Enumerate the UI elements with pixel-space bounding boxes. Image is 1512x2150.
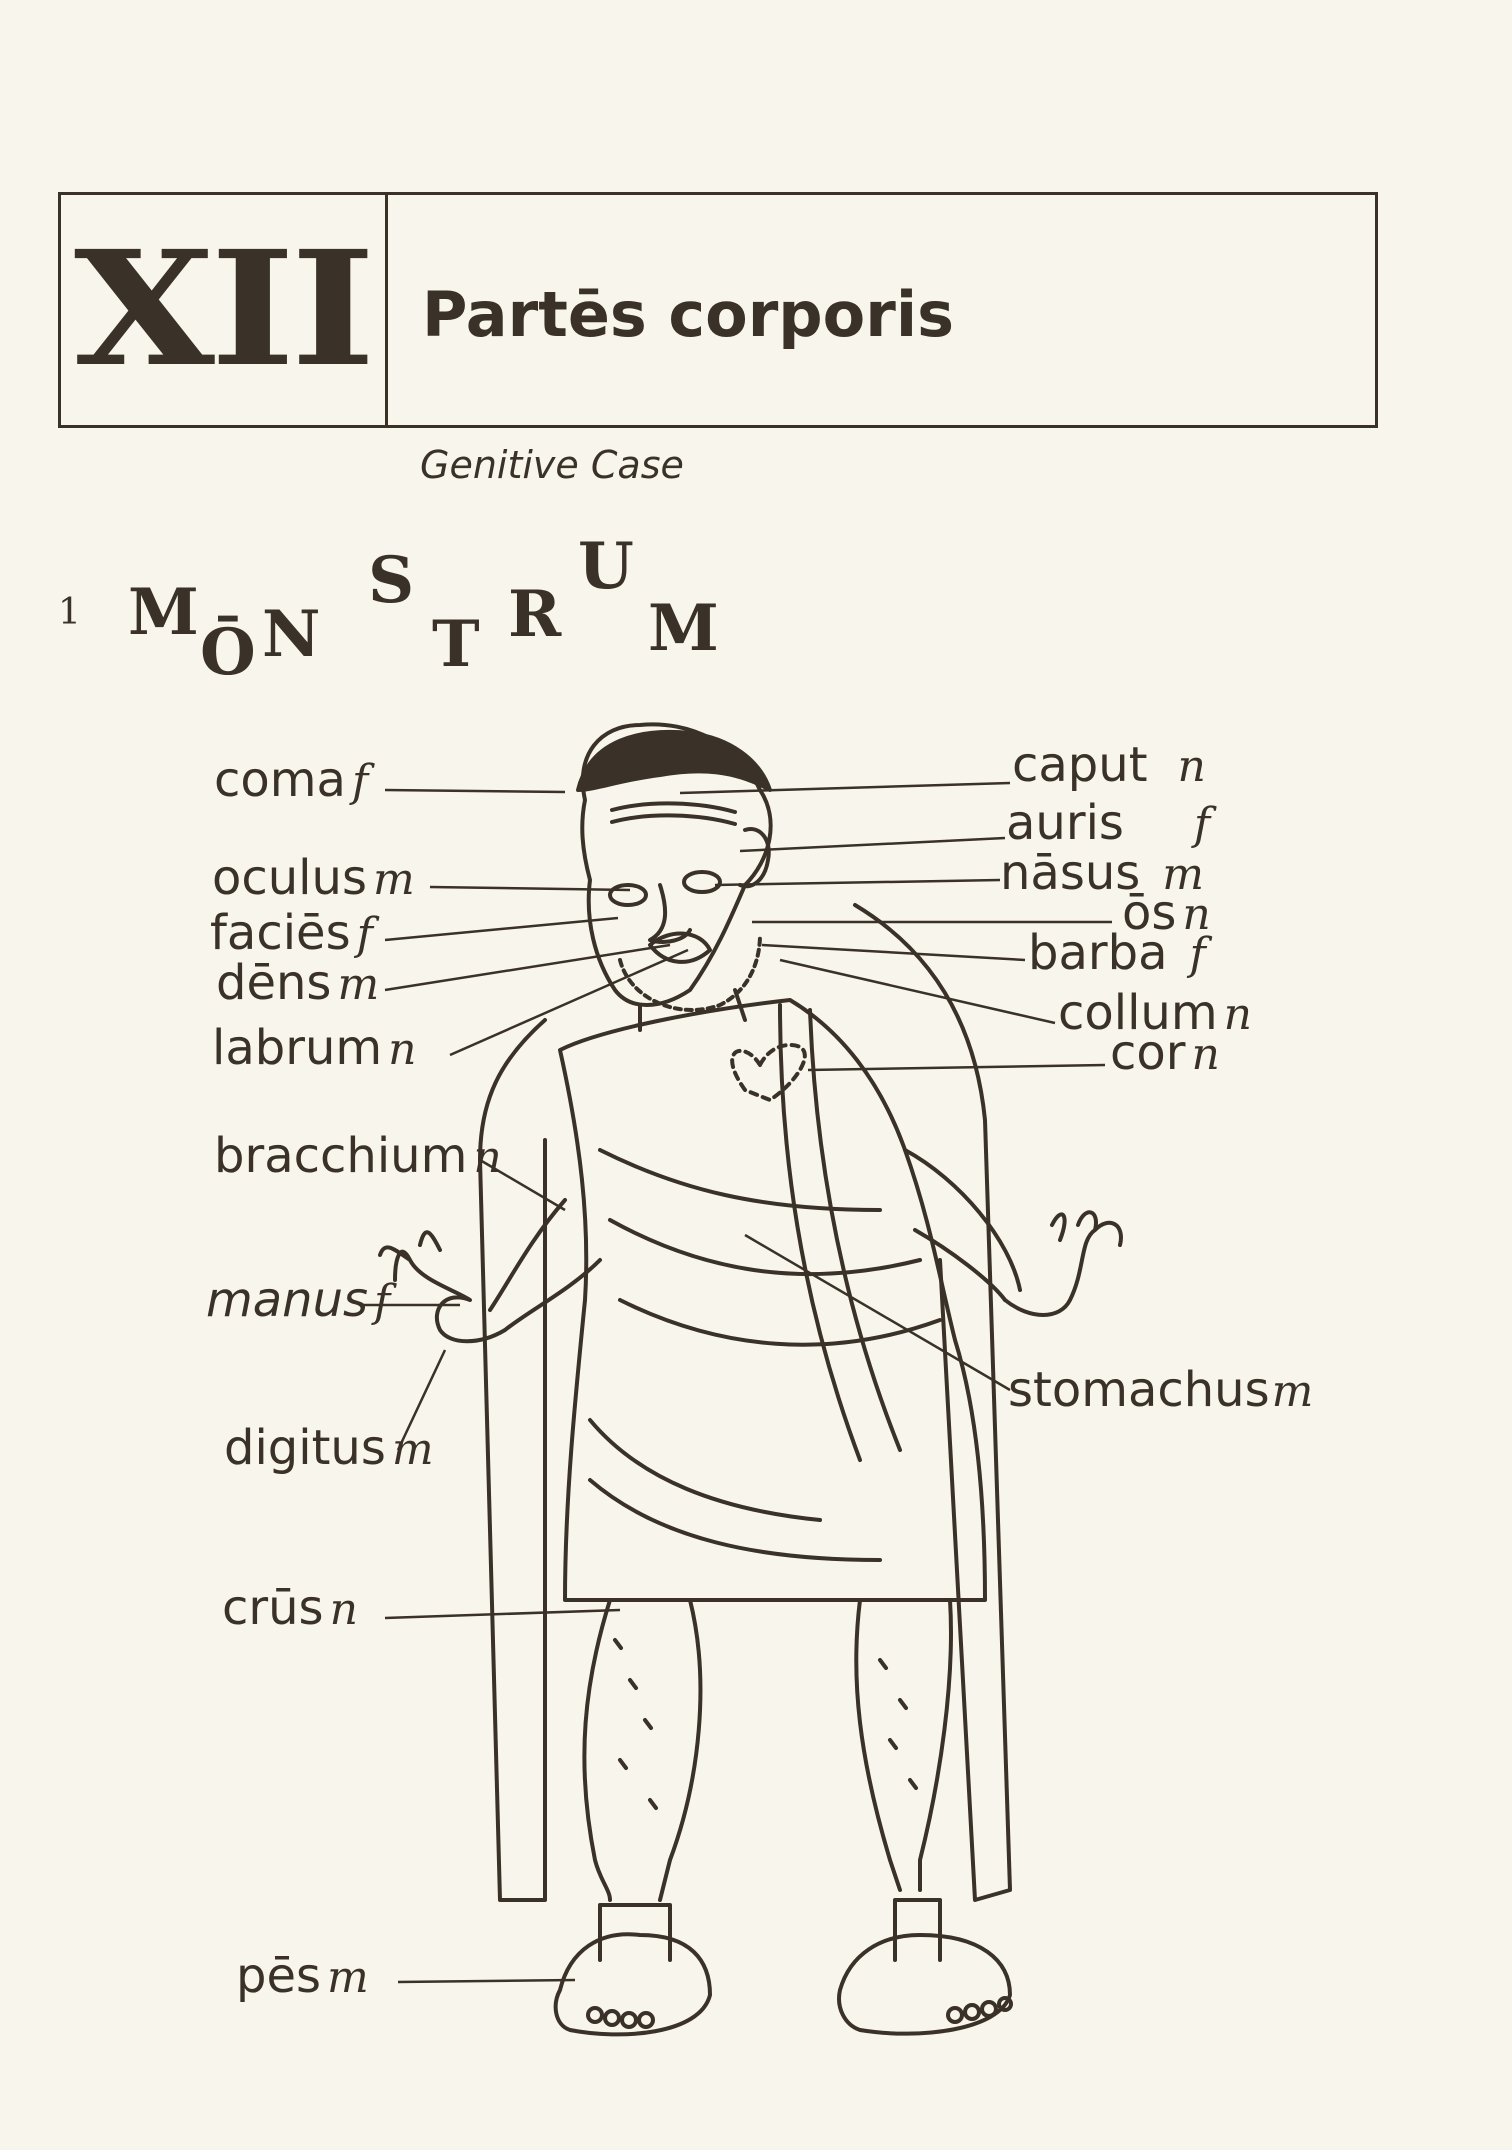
- leader-line: [450, 950, 688, 1055]
- label-barba: [1028, 925, 1206, 983]
- label-gender: f: [351, 756, 369, 807]
- leader-line: [430, 887, 630, 890]
- label-word: auris: [1006, 795, 1124, 851]
- leader-line: [780, 960, 1055, 1023]
- leader-line: [385, 1610, 620, 1618]
- label-word: pēs: [236, 1948, 322, 2004]
- label-gender: n: [388, 1024, 417, 1075]
- label-pes: [236, 1948, 369, 2006]
- title-letter: R: [508, 577, 562, 652]
- label-gender: m: [372, 854, 415, 905]
- label-word: collum: [1058, 985, 1218, 1041]
- label-gender: f: [374, 1276, 391, 1327]
- leader-line: [385, 918, 618, 940]
- leader-line: [808, 1065, 1105, 1070]
- title-letter: M: [128, 575, 199, 650]
- label-gender: n: [1177, 741, 1206, 792]
- label-dens: [216, 955, 379, 1013]
- leader-line: [398, 1980, 575, 1982]
- label-gender: n: [1223, 989, 1252, 1040]
- leader-line: [762, 945, 1025, 960]
- section-number: 1: [58, 592, 81, 633]
- title-letter: U: [578, 529, 634, 604]
- label-oculus: [212, 850, 415, 908]
- label-gender: f: [1193, 799, 1211, 850]
- label-word: crūs: [222, 1580, 324, 1636]
- leader-line: [385, 790, 565, 792]
- label-stomachus: [1008, 1362, 1313, 1420]
- label-gender: m: [1162, 849, 1205, 900]
- label-word: oculus: [212, 850, 367, 906]
- label-gender: m: [327, 1952, 369, 2003]
- label-coma: [214, 752, 368, 810]
- sandal-outline: [556, 1934, 710, 2034]
- label-gender: m: [337, 959, 380, 1010]
- label-word: stomachus: [1008, 1362, 1270, 1418]
- label-word: bracchium: [214, 1128, 468, 1184]
- leader-line: [680, 783, 1010, 793]
- chapter-title: Partēs corporis: [422, 278, 954, 351]
- cloak-outline: [855, 905, 1010, 1900]
- label-caput: [1012, 737, 1206, 795]
- label-crus: [222, 1580, 358, 1638]
- title-letter: M: [648, 591, 719, 666]
- label-word: barba: [1028, 925, 1168, 981]
- label-gender: m: [1271, 1366, 1314, 1417]
- chapter-subtitle: Genitive Case: [420, 443, 684, 487]
- label-word: coma: [214, 752, 346, 808]
- heart-outline: [732, 1045, 805, 1100]
- leader-line: [385, 945, 670, 990]
- chapter-number: XII: [73, 217, 372, 402]
- label-gender: n: [1191, 1029, 1220, 1080]
- label-bracchium: [214, 1128, 502, 1186]
- label-gender: n: [329, 1584, 358, 1635]
- leader-line: [740, 838, 1005, 851]
- label-word: ōs: [1122, 885, 1177, 941]
- label-word: digitus: [224, 1420, 386, 1476]
- label-word: dēns: [216, 955, 332, 1011]
- arm-outline: [490, 1200, 565, 1310]
- label-gender: m: [391, 1424, 434, 1475]
- label-digitus: [224, 1420, 434, 1478]
- label-word: manus: [206, 1272, 369, 1328]
- title-letter: T: [432, 607, 480, 682]
- label-gender: f: [356, 909, 373, 960]
- label-gender: n: [473, 1132, 502, 1183]
- label-word: faciēs: [210, 905, 351, 961]
- title-letter: Ō: [200, 615, 256, 690]
- leader-lines: [360, 783, 1112, 1982]
- label-word: nāsus: [1000, 845, 1141, 901]
- hair-outline: [578, 732, 770, 790]
- title-letter: S: [368, 543, 415, 618]
- label-manus: [206, 1272, 390, 1330]
- label-word: cor: [1110, 1025, 1186, 1081]
- label-labrum: [212, 1020, 416, 1078]
- label-word: labrum: [212, 1020, 383, 1076]
- leader-line: [745, 1235, 1010, 1390]
- leg-outline: [584, 1600, 610, 1900]
- label-gender: n: [1182, 889, 1211, 940]
- label-gender: f: [1189, 929, 1206, 980]
- label-word: caput: [1012, 737, 1148, 793]
- title-letter: N: [262, 597, 321, 672]
- label-cor: [1110, 1025, 1220, 1083]
